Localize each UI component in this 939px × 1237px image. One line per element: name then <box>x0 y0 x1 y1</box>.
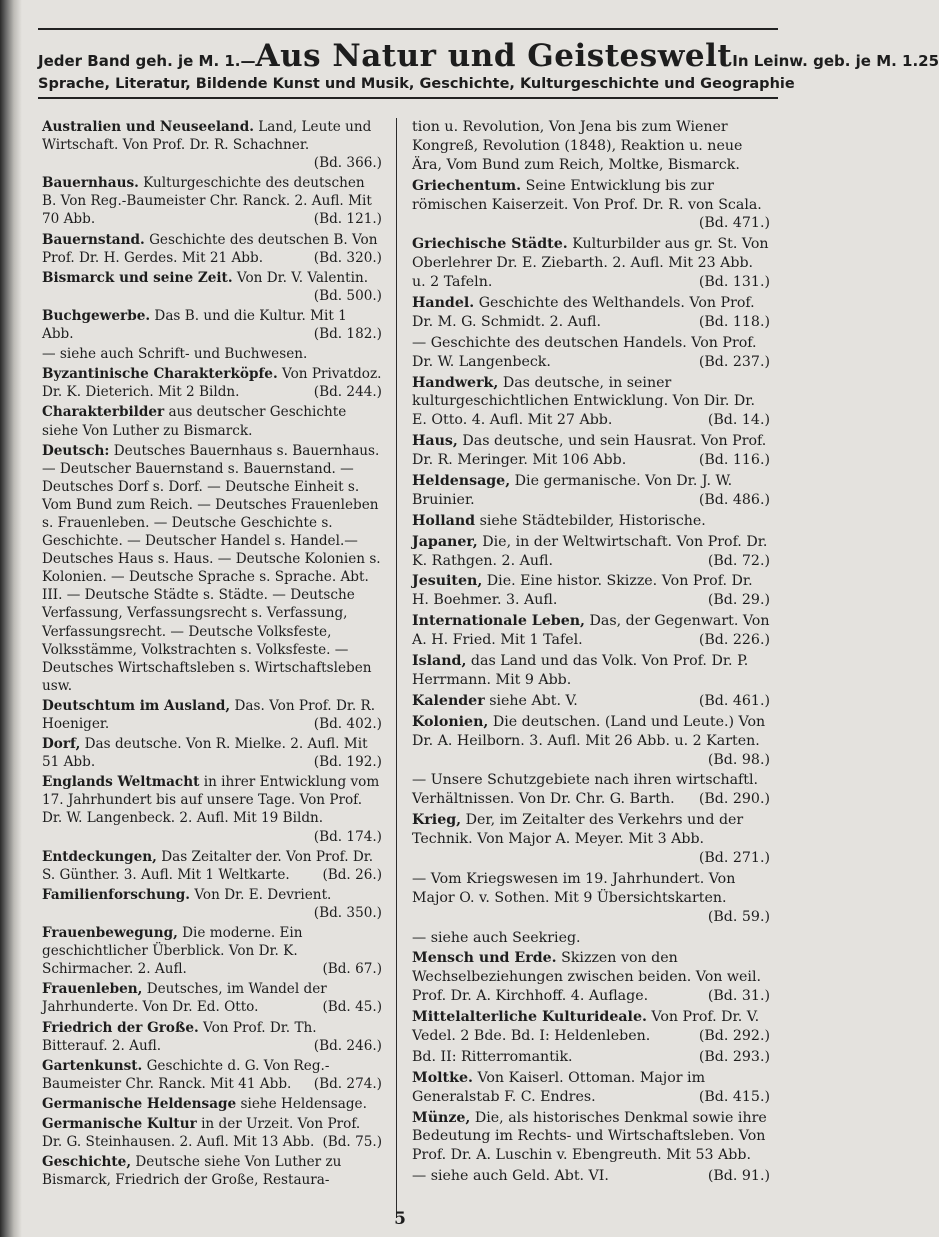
headword: Dorf, <box>42 736 81 753</box>
headword: Bauernhaus. <box>42 175 139 192</box>
volume-number: (Bd. 292.) <box>698 1027 770 1044</box>
headword: Internationale Leben, <box>412 613 585 630</box>
volume-number: (Bd. 67.) <box>322 961 382 978</box>
headword: Island, <box>412 653 467 670</box>
catalog-entry <box>412 432 770 470</box>
entry-text: Von Kaiserl. Ottoman. Major im Generalstab F. C. Endres. <box>412 1069 706 1105</box>
catalog-entry <box>42 1095 382 1113</box>
volume-number: (Bd. 471.) <box>698 215 770 232</box>
headword: Mittelalterliche Kulturideale. <box>412 1009 647 1026</box>
entry-text: Deutsches Bauernhaus s. Bauernhaus.— Deutscher Bauernstand s. Bauernstand. — Deutsches Dorf s. Dorf. — Deutsche Einheit s. Vom Bund zum Reich. — Deutsches Frauenleben s. Frauenleben. — Deutsche Geschichte s. Geschichte. — Deutscher Handel s. Handel.— Deutsches Haus s. Haus. — Deutsche Kolonien s. Kolonien. — Deutsche Sprache s. Sprache. Abt. III. — Deutsche Städte s. Städte. — Deutsche Verfassung, Verfassungsrecht s. Verfassung, Verfassungsrecht. — Deutsche Volksfeste, Volksstämme, Volkstrachten s. Volksfeste. — Deutsches Wirtschaftsleben s. Wirtschaftsleben usw. <box>42 442 381 694</box>
catalog-entry <box>42 697 382 733</box>
volume-number: (Bd. 26.) <box>322 866 382 883</box>
entry-text: Das. Von Prof. Dr. R. Hoeniger. <box>42 697 376 732</box>
headword: Gartenkunst. <box>42 1057 143 1074</box>
volume-number: (Bd. 118.) <box>698 313 770 330</box>
volume-number: (Bd. 72.) <box>707 552 770 569</box>
entry-text: siehe Heldensage. <box>240 1095 367 1112</box>
catalog-entry <box>42 231 382 267</box>
headword: Kolonien, <box>412 713 489 730</box>
volume-number: (Bd. 174.) <box>313 828 382 845</box>
headword: Krieg, <box>412 812 462 829</box>
headword: Griechische Städte. <box>412 236 568 253</box>
catalog-entry <box>412 572 770 610</box>
catalog-entry <box>42 345 382 363</box>
catalog-entry <box>42 980 382 1016</box>
catalog-entry <box>412 1109 770 1166</box>
catalog-entry <box>42 924 382 978</box>
headword: Frauenbewegung, <box>42 925 178 942</box>
headword: Holland <box>412 512 476 529</box>
entry-text: Kulturbilder aus gr. St. Von Oberlehrer Dr. E. Ziebarth. 2. Aufl. Mit 23 Abb. u. 2 Tafeln. <box>412 236 769 291</box>
catalog-entry <box>412 949 770 1006</box>
volume-number: (Bd. 244.) <box>313 384 382 401</box>
headword: Deutsch: <box>42 442 110 459</box>
entry-text: Das deutsche, und sein Hausrat. Von Prof. Dr. R. Meringer. Mit 106 Abb. <box>412 433 767 469</box>
catalog-entry <box>412 1048 770 1067</box>
catalog-entry <box>42 1057 382 1093</box>
price-paperback: Jeder Band geh. je M. 1.— <box>38 52 256 70</box>
volume-number: (Bd. 350.) <box>313 904 382 921</box>
headword: Frauenleben, <box>42 981 143 998</box>
entry-text: Die moderne. Ein geschichtlicher Überblick. Von Dr. K. Schirmacher. 2. Aufl. <box>42 925 303 978</box>
page-header <box>38 28 939 99</box>
entry-text: Die. Eine histor. Skizze. Von Prof. Dr. H. Boehmer. 3. Aufl. <box>412 573 753 609</box>
catalog-entry <box>412 612 770 650</box>
catalog-entry <box>42 174 382 228</box>
volume-number: (Bd. 246.) <box>313 1037 382 1054</box>
headword: Bismarck und seine Zeit. <box>42 269 233 286</box>
entry-text: siehe Abt. V. <box>489 692 578 709</box>
headword: Australien und Neuseeland. <box>42 119 254 135</box>
headword: Charakterbilder <box>42 404 165 421</box>
header-title-row <box>38 38 939 74</box>
column-divider <box>396 118 397 1218</box>
volume-number: (Bd. 91.) <box>707 1168 770 1185</box>
volume-number: (Bd. 500.) <box>313 287 382 304</box>
headword: Deutschtum im Ausland, <box>42 697 231 714</box>
entry-text: Kulturgeschichte des deutschen B. Von Reg.-Baumeister Chr. Ranck. 2. Aufl. Mit 70 Abb. <box>42 175 372 228</box>
catalog-entry <box>412 533 770 571</box>
volume-number: (Bd. 293.) <box>698 1048 770 1065</box>
headword: Jesuiten, <box>412 573 483 590</box>
headword: Englands Weltmacht <box>42 774 200 791</box>
catalog-entry <box>42 848 382 884</box>
entry-text: Seine Entwicklung bis zur römischen Kaiserzeit. Von Prof. Dr. R. von Scala. <box>412 177 762 213</box>
catalog-entry <box>42 1115 382 1151</box>
headword: Germanische Kultur <box>42 1115 197 1132</box>
catalog-entry <box>42 886 382 922</box>
volume-number: (Bd. 402.) <box>313 716 382 732</box>
entry-text: Das deutsche. Von R. Mielke. 2. Aufl. Mit 51 Abb. <box>42 736 368 771</box>
catalog-entry <box>412 692 770 711</box>
entry-text: Von Prof. Dr. Th. Bitterauf. 2. Aufl. <box>42 1019 317 1054</box>
headword: Handel. <box>412 295 475 312</box>
right-column <box>412 118 770 1188</box>
volume-number: (Bd. 121.) <box>313 211 382 228</box>
volume-number: (Bd. 192.) <box>313 754 382 771</box>
volume-number: (Bd. 131.) <box>698 274 770 291</box>
entry-text: Bd. II: Ritterromantik. <box>412 1048 573 1065</box>
entry-text: Von Prof. Dr. V. Vedel. 2 Bde. Bd. I: Heldenleben. <box>412 1009 760 1044</box>
volume-number: (Bd. 366.) <box>313 155 382 172</box>
volume-number: (Bd. 14.) <box>707 412 770 429</box>
entry-text: Geschichte des deutschen B. Von Prof. Dr. H. Gerdes. Mit 21 Abb. <box>42 231 378 266</box>
entry-text: Von Dr. V. Valentin. <box>236 269 369 286</box>
catalog-entry <box>42 773 382 845</box>
entry-text: Deutsches, im Wandel der Jahrhunderte. Von Dr. Ed. Otto. <box>42 981 327 1016</box>
header-top-rule <box>38 28 778 30</box>
catalog-entry <box>412 177 770 234</box>
catalog-entry <box>412 713 770 770</box>
entry-text: Das B. und die Kultur. Mit 1 Abb. <box>42 307 347 343</box>
entry-text: — Geschichte des deutschen Handels. Von Prof. Dr. W. Langenbeck. <box>412 334 757 370</box>
entry-text: Das Zeitalter der. Von Prof. Dr. S. Günther. 3. Aufl. Mit 1 Weltkarte. <box>42 848 374 883</box>
section-subtitle: Sprache, Literatur, Bildende Kunst und Musik, Geschichte, Kulturgeschichte und Geographie <box>38 76 795 92</box>
volume-number: (Bd. 29.) <box>707 592 770 609</box>
volume-number: (Bd. 290.) <box>698 791 770 808</box>
catalog-entry <box>412 118 770 175</box>
price-cloth: In Leinw. geb. je M. 1.25 <box>732 52 939 70</box>
catalog-entry <box>412 1008 770 1046</box>
entry-text: siehe Städtebilder, Historische. <box>479 512 706 529</box>
entry-text: Land, Leute und Wirtschaft. Von Prof. Dr. R. Schachner. <box>42 119 372 154</box>
headword: Germanische Heldensage <box>42 1095 237 1112</box>
catalog-entry <box>412 1167 770 1186</box>
headword: Geschichte, <box>42 1154 132 1171</box>
volume-number: (Bd. 226.) <box>698 632 770 649</box>
volume-number: (Bd. 320.) <box>313 249 382 266</box>
catalog-entry <box>42 735 382 771</box>
catalog-entry <box>412 929 770 948</box>
entry-text: Von Privatdoz. Dr. K. Dieterich. Mit 2 Bildn. <box>42 366 382 401</box>
book-binding-edge <box>0 0 22 1237</box>
catalog-entry <box>412 235 770 292</box>
volume-number: (Bd. 486.) <box>698 491 770 508</box>
catalog-entry <box>42 403 382 439</box>
entry-text: Deutsche siehe Von Luther zu Bismarck, Friedrich der Große, Restaura- <box>42 1154 342 1189</box>
entry-text: in der Urzeit. Von Prof. Dr. G. Steinhausen. 2. Aufl. Mit 13 Abb. <box>42 1115 361 1151</box>
headword: Haus, <box>412 433 458 450</box>
volume-number: (Bd. 461.) <box>698 692 770 709</box>
catalog-entry <box>42 365 382 401</box>
volume-number: (Bd. 237.) <box>698 353 770 370</box>
catalog-entry <box>42 1153 382 1189</box>
series-title: Aus Natur und Geisteswelt <box>255 38 733 74</box>
catalog-entry <box>412 512 770 531</box>
entry-text: das Land und das Volk. Von Prof. Dr. P. Herrmann. Mit 9 Abb. <box>412 653 749 688</box>
volume-number: (Bd. 31.) <box>707 988 770 1005</box>
entry-text: — siehe auch Schrift- und Buchwesen. <box>42 346 308 363</box>
catalog-entry <box>412 811 770 868</box>
entry-text: — siehe auch Geld. Abt. VI. <box>412 1168 609 1185</box>
catalog-entry <box>42 1019 382 1055</box>
headword: Kalender <box>412 692 485 709</box>
catalog-entry <box>412 870 770 927</box>
catalog-entry <box>42 269 382 305</box>
volume-number: (Bd. 98.) <box>707 751 770 768</box>
volume-number: (Bd. 271.) <box>698 849 770 866</box>
volume-number: (Bd. 116.) <box>698 452 770 469</box>
entry-text: Die germanische. Von Dr. J. W. Bruinier. <box>412 473 733 508</box>
headword: Bauernstand. <box>42 231 145 248</box>
catalog-entry <box>42 307 382 343</box>
headword: Mensch und Erde. <box>412 950 557 967</box>
headword: Moltke. <box>412 1069 473 1086</box>
entry-text: Die, als historisches Denkmal sowie ihre Bedeutung im Rechts- und Wirtschaftsleben. Von Prof. Dr. A. Luschin v. Ebengreuth. Mit 53 Abb. <box>412 1109 767 1164</box>
entry-text: Von Dr. E. Devrient. <box>194 886 332 903</box>
entry-text: Der, im Zeitalter des Verkehrs und der Technik. Von Major A. Meyer. Mit 3 Abb. <box>412 812 744 848</box>
headword: Familienforschung. <box>42 886 191 903</box>
entry-text: aus deutscher Geschichte siehe Von Luther zu Bismarck. <box>42 404 347 439</box>
headword: Japaner, <box>412 533 478 550</box>
page-number: 5 <box>394 1209 406 1229</box>
volume-number: (Bd. 75.) <box>322 1134 382 1151</box>
entry-text: — siehe auch Seekrieg. <box>412 929 581 946</box>
headword: Heldensage, <box>412 473 511 490</box>
header-bottom-rule <box>38 97 778 99</box>
entry-text: Das deutsche, in seiner kulturgeschichtlichen Entwicklung. Von Dir. Dr. E. Otto. 4. Aufl. Mit 27 Abb. <box>412 374 755 429</box>
catalog-entry <box>412 472 770 510</box>
catalog-entry <box>412 1069 770 1107</box>
entry-text: Die, in der Weltwirtschaft. Von Prof. Dr. K. Rathgen. 2. Aufl. <box>412 533 768 569</box>
entry-text: Das, der Gegenwart. Von A. H. Fried. Mit 1 Tafel. <box>412 613 770 649</box>
entry-text: tion u. Revolution, Von Jena bis zum Wiener Kongreß, Revolution (1848), Reaktion u. neue Ära, Vom Bund zum Reich, Moltke, Bismarck. <box>412 119 743 173</box>
catalog-entry <box>412 334 770 372</box>
entry-text: Geschichte des Welthandels. Von Prof. Dr. M. G. Schmidt. 2. Aufl. <box>412 295 755 330</box>
headword: Friedrich der Große. <box>42 1019 199 1036</box>
catalog-entry <box>412 374 770 431</box>
entry-text: — Unsere Schutzgebiete nach ihren wirtschaftl. Verhältnissen. Von Dr. Chr. G. Barth. <box>412 772 759 808</box>
entry-text: Skizzen von den Wechselbeziehungen zwischen beiden. Von weil. Prof. Dr. A. Kirchhoff. 4. Auflage. <box>412 950 762 1005</box>
catalog-entry <box>42 118 382 172</box>
catalog-entry <box>412 652 770 690</box>
volume-number: (Bd. 415.) <box>698 1088 770 1105</box>
entry-text: Geschichte d. G. Von Reg.-Baumeister Chr. Ranck. Mit 41 Abb. <box>42 1057 330 1092</box>
headword: Byzantinische Charakterköpfe. <box>42 366 278 383</box>
volume-number: (Bd. 274.) <box>313 1075 382 1092</box>
entry-text: in ihrer Entwicklung vom 17. Jahrhundert bis auf unsere Tage. Von Prof. Dr. W. Langenbeck. 2. Aufl. Mit 19 Bildn. <box>42 774 380 827</box>
catalog-entry <box>412 771 770 809</box>
headword: Griechentum. <box>412 177 522 194</box>
volume-number: (Bd. 59.) <box>707 908 770 925</box>
headword: Handwerk, <box>412 374 499 391</box>
headword: Münze, <box>412 1109 471 1126</box>
catalog-entry <box>42 442 382 695</box>
entry-text: — Vom Kriegswesen im 19. Jahrhundert. Von Major O. v. Sothen. Mit 9 Übersichtskarten. <box>412 870 736 906</box>
entry-text: Die deutschen. (Land und Leute.) Von Dr. A. Heilborn. 3. Aufl. Mit 26 Abb. u. 2 Karten. <box>412 713 766 749</box>
headword: Buchgewerbe. <box>42 307 151 324</box>
left-column <box>42 118 382 1191</box>
headword: Entdeckungen, <box>42 848 157 865</box>
catalog-entry <box>412 294 770 332</box>
volume-number: (Bd. 45.) <box>322 999 382 1016</box>
volume-number: (Bd. 182.) <box>313 326 382 343</box>
